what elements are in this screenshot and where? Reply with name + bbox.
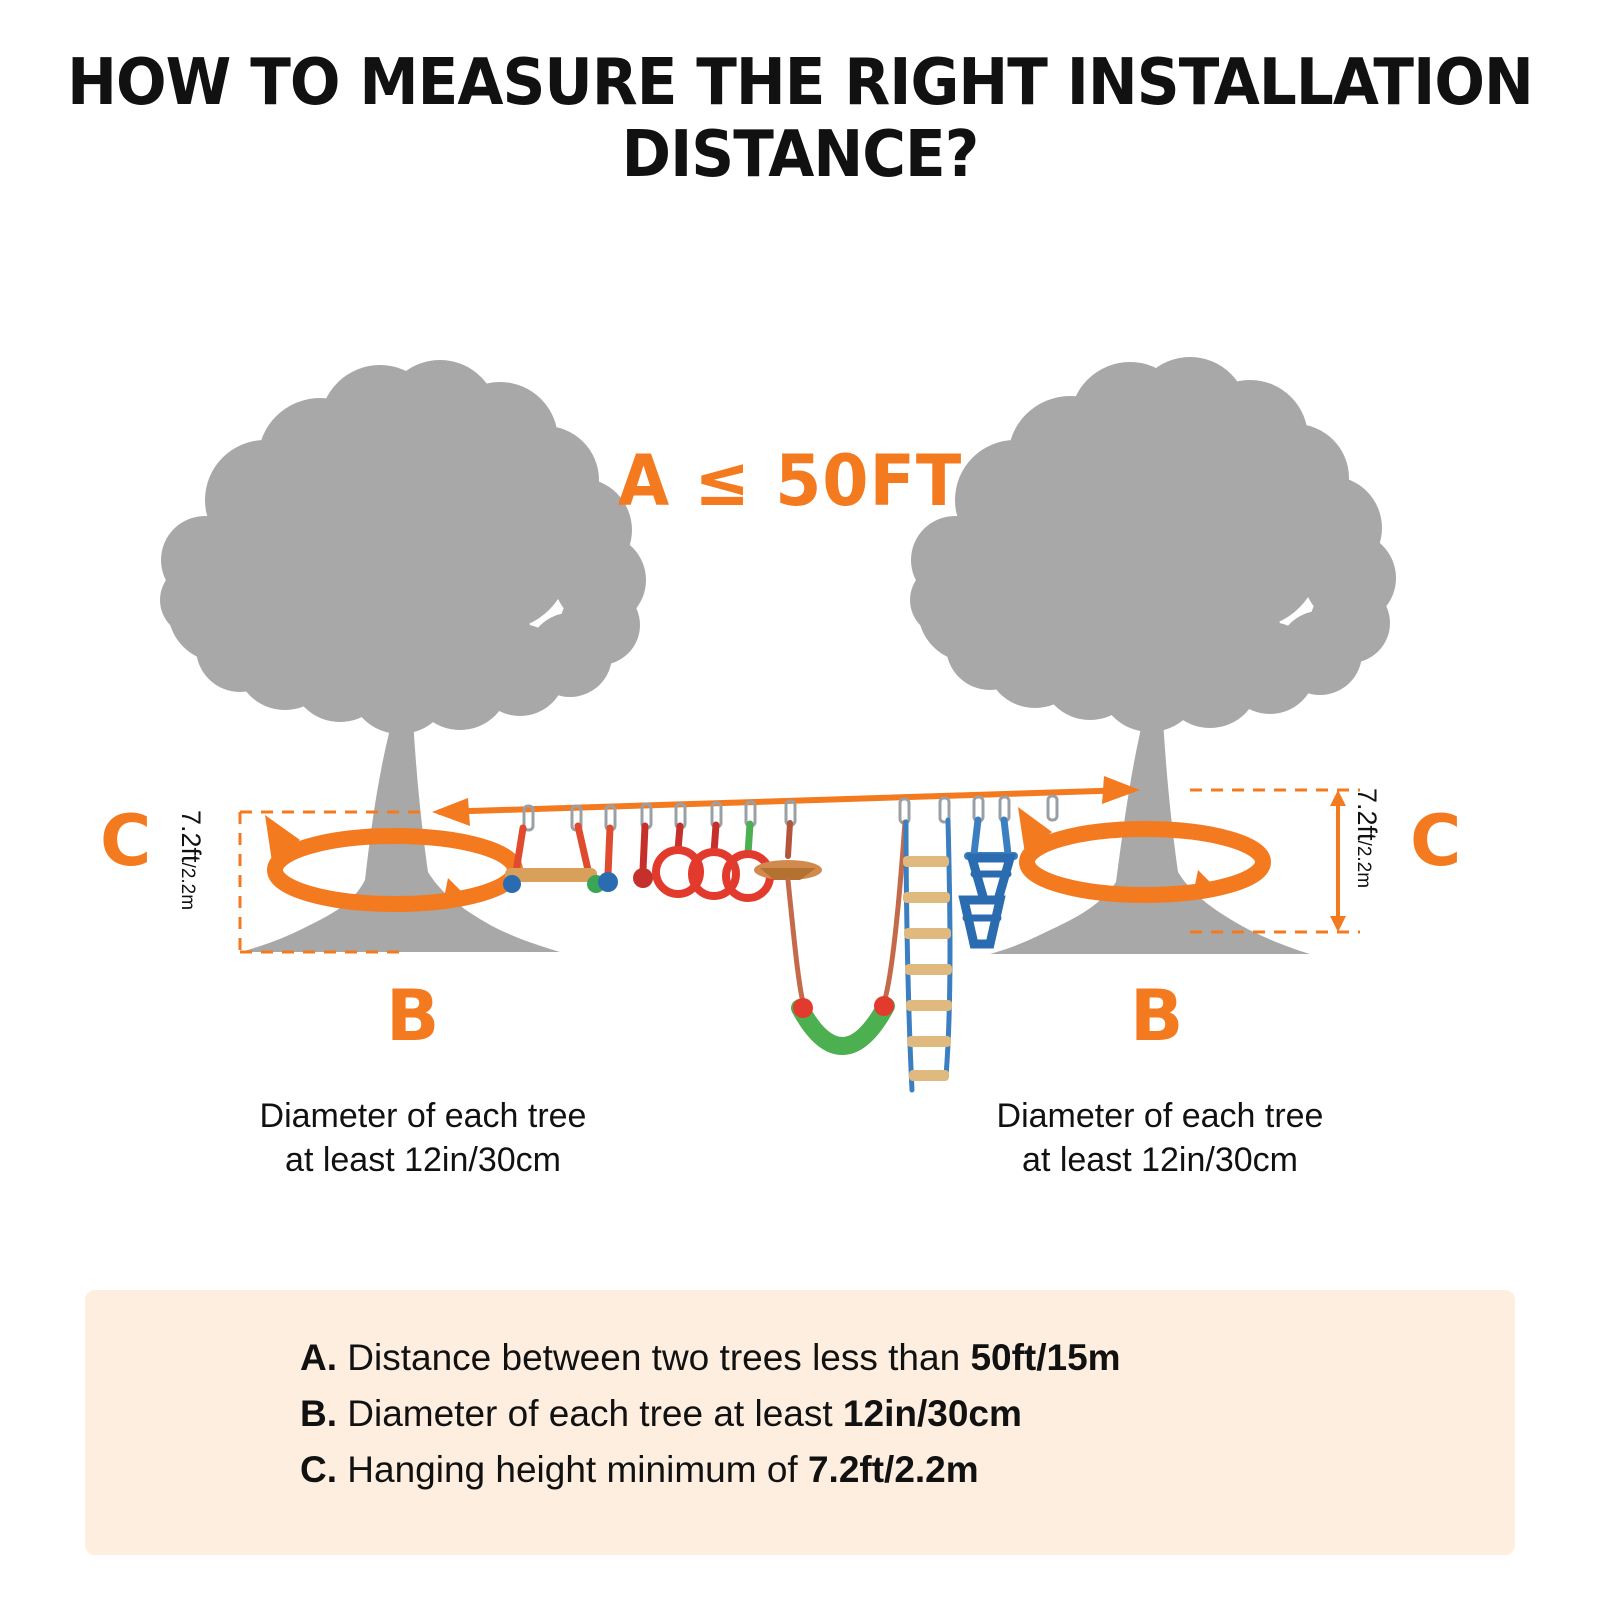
- note-c-text: Hanging height minimum of: [347, 1449, 808, 1491]
- note-a-key: A.: [300, 1337, 337, 1378]
- label-b-right: B: [1130, 975, 1184, 1057]
- note-c-value: 7.2ft/2.2m: [807, 1449, 979, 1491]
- caption-left: [193, 1095, 653, 1182]
- page-title: HOW TO MEASURE THE RIGHT INSTALLATION DISTANCE?: [67, 46, 1533, 192]
- caption-left-line1: Diameter of each tree: [259, 1097, 587, 1135]
- caption-right-line1: Diameter of each tree: [996, 1097, 1324, 1135]
- height-label-left: [175, 810, 206, 910]
- tree-left: [160, 360, 646, 952]
- dimension-arrow-right: [1330, 790, 1346, 932]
- obstacle-course: [503, 796, 1057, 1090]
- label-b-left: B: [386, 975, 440, 1057]
- note-b-value: 12in/30cm: [842, 1393, 1022, 1435]
- caption-left-line2: at least 12in/30cm: [285, 1140, 561, 1179]
- notes-panel: [85, 1290, 1515, 1555]
- caption-right: [930, 1095, 1390, 1182]
- height-label-left-sub: /2.2m: [177, 862, 198, 911]
- label-c-right: C: [1410, 800, 1462, 882]
- note-a-text: Distance between two trees less than: [347, 1337, 971, 1378]
- note-a-value: 50ft/15m: [970, 1337, 1121, 1378]
- height-label-right-sub: /2.2m: [1353, 840, 1374, 889]
- label-a: A ≤ 50FT: [617, 440, 963, 522]
- tree-right: [910, 357, 1396, 954]
- label-c-left: C: [100, 800, 152, 882]
- note-b-text: Diameter of each tree at least: [347, 1393, 843, 1435]
- notes-list: [300, 1330, 1121, 1499]
- height-label-right-main: 7.2ft: [1352, 788, 1382, 841]
- caption-right-line2: at least 12in/30cm: [1022, 1140, 1298, 1179]
- note-item-b: [300, 1386, 1121, 1442]
- note-b-key: B.: [300, 1393, 337, 1435]
- note-c-key: C.: [300, 1449, 337, 1491]
- note-item-a: [300, 1330, 1121, 1386]
- note-item-c: [300, 1442, 1121, 1498]
- height-label-left-main: 7.2ft: [176, 810, 206, 863]
- slackline-arrow-left: [432, 798, 470, 826]
- height-label-right: [1351, 788, 1382, 888]
